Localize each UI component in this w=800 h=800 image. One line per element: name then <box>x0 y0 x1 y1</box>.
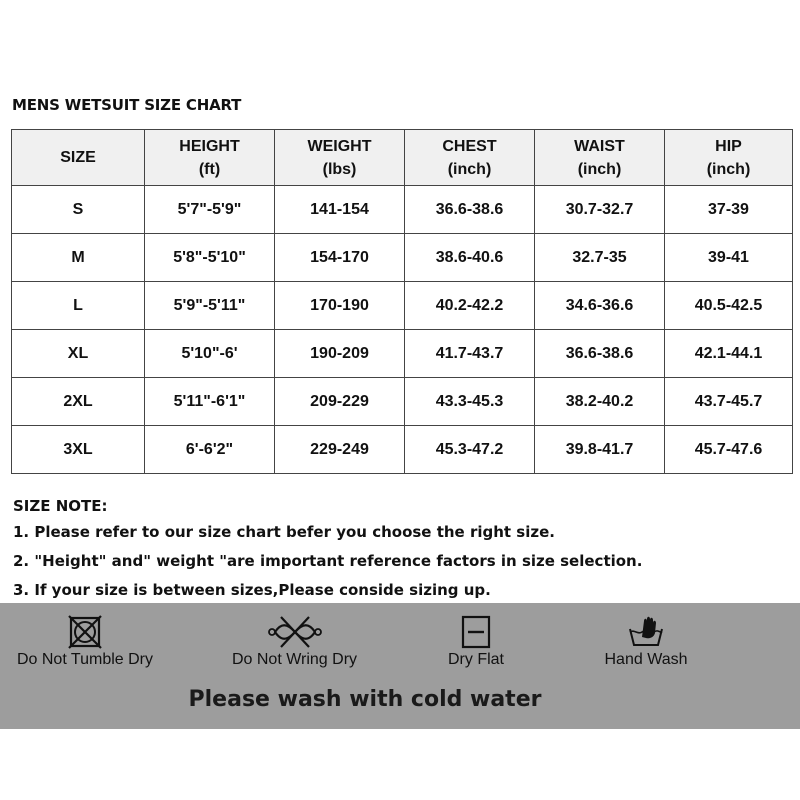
header-label: CHEST <box>442 137 497 155</box>
header-waist <box>535 130 665 186</box>
care-instructions-band <box>0 603 800 729</box>
size-notes <box>13 497 642 608</box>
cell-height: 5'10"-6' <box>145 330 275 378</box>
cell-size: 3XL <box>12 426 145 474</box>
header-unit: (lbs) <box>322 160 357 178</box>
cell-size: XL <box>12 330 145 378</box>
cell-chest: 36.6-38.6 <box>405 186 535 234</box>
header-chest <box>405 130 535 186</box>
care-label: Hand Wash <box>604 651 688 668</box>
table-row <box>12 426 793 474</box>
header-unit: (inch) <box>577 160 622 178</box>
table-header-row <box>12 130 793 186</box>
notes-heading: SIZE NOTE: <box>13 497 108 515</box>
cell-height: 5'11"-6'1" <box>145 378 275 426</box>
care-item-hand-wash <box>592 615 700 669</box>
cell-weight: 209-229 <box>275 378 405 426</box>
cell-size: L <box>12 282 145 330</box>
cell-waist: 38.2-40.2 <box>535 378 665 426</box>
cell-height: 5'9"-5'11" <box>145 282 275 330</box>
cell-waist: 36.6-38.6 <box>535 330 665 378</box>
header-label: HEIGHT <box>179 137 240 155</box>
cell-weight: 229-249 <box>275 426 405 474</box>
cell-weight: 170-190 <box>275 282 405 330</box>
header-weight <box>275 130 405 186</box>
cell-hip: 45.7-47.6 <box>665 426 793 474</box>
header-hip <box>665 130 793 186</box>
cell-hip: 42.1-44.1 <box>665 330 793 378</box>
table-row <box>12 378 793 426</box>
do-not-tumble-dry-icon <box>68 615 102 649</box>
care-label: Do Not Tumble Dry <box>16 651 154 668</box>
cell-size: 2XL <box>12 378 145 426</box>
cell-chest: 41.7-43.7 <box>405 330 535 378</box>
header-size <box>12 130 145 186</box>
cell-waist: 34.6-36.6 <box>535 282 665 330</box>
cell-weight: 154-170 <box>275 234 405 282</box>
chart-title: MENS WETSUIT SIZE CHART <box>12 96 242 114</box>
hand-wash-icon <box>626 615 666 649</box>
table-row <box>12 282 793 330</box>
header-label: WAIST <box>574 137 625 155</box>
header-unit: (ft) <box>198 160 221 178</box>
care-item-dry-flat <box>430 615 522 669</box>
cell-size: S <box>12 186 145 234</box>
note-line: 2. "Height" and" weight "are important reference factors in size selection. <box>13 552 643 570</box>
care-item-do-not-tumble-dry <box>8 615 162 669</box>
header-label: WEIGHT <box>307 137 372 155</box>
dry-flat-icon <box>459 615 493 649</box>
care-label: Dry Flat <box>448 651 504 668</box>
cell-size: M <box>12 234 145 282</box>
wash-note: Please wash with cold water <box>188 687 542 712</box>
cell-height: 6'-6'2" <box>145 426 275 474</box>
cell-hip: 40.5-42.5 <box>665 282 793 330</box>
cell-weight: 141-154 <box>275 186 405 234</box>
note-line: 1. Please refer to our size chart befer you choose the right size. <box>13 523 555 541</box>
table-row <box>12 186 793 234</box>
table-row <box>12 234 793 282</box>
cell-weight: 190-209 <box>275 330 405 378</box>
header-unit: (inch) <box>706 160 751 178</box>
cell-hip: 39-41 <box>665 234 793 282</box>
note-line: 3. If your size is between sizes,Please conside sizing up. <box>13 581 491 599</box>
cell-chest: 43.3-45.3 <box>405 378 535 426</box>
cell-chest: 45.3-47.2 <box>405 426 535 474</box>
cell-waist: 32.7-35 <box>535 234 665 282</box>
cell-waist: 39.8-41.7 <box>535 426 665 474</box>
cell-chest: 38.6-40.6 <box>405 234 535 282</box>
header-label: HIP <box>715 137 742 155</box>
cell-height: 5'7"-5'9" <box>145 186 275 234</box>
care-label: Do Not Wring Dry <box>231 651 358 668</box>
cell-hip: 37-39 <box>665 186 793 234</box>
do-not-wring-icon <box>267 615 323 649</box>
cell-height: 5'8"-5'10" <box>145 234 275 282</box>
header-label: SIZE <box>60 149 96 166</box>
cell-chest: 40.2-42.2 <box>405 282 535 330</box>
size-table <box>11 129 793 474</box>
header-unit: (inch) <box>447 160 492 178</box>
cell-waist: 30.7-32.7 <box>535 186 665 234</box>
care-item-do-not-wring <box>222 615 367 669</box>
table-row <box>12 330 793 378</box>
cell-hip: 43.7-45.7 <box>665 378 793 426</box>
header-height <box>145 130 275 186</box>
